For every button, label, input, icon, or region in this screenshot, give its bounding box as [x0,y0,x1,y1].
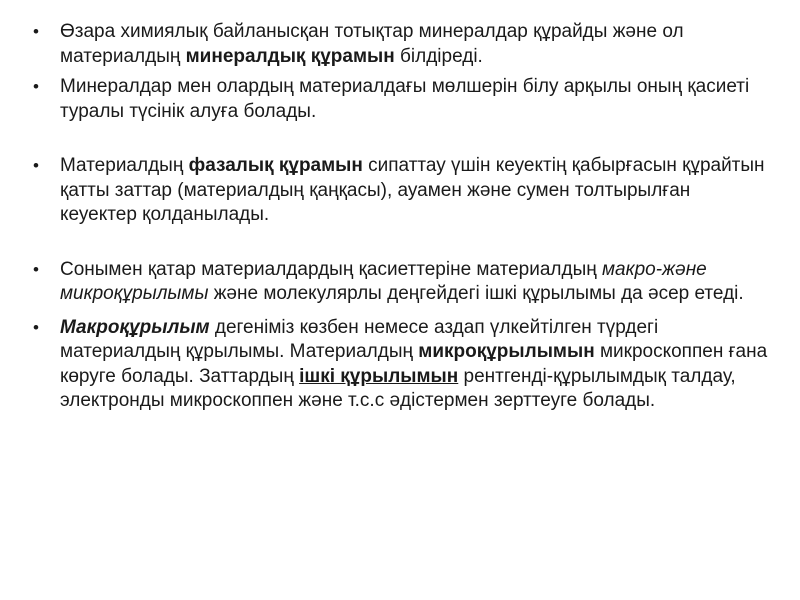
text: дегеніміз көзбен немесе аздап үлкейтілген түрдегі материалдың құрылымы. Материалдың [60,316,659,362]
text: және молекулярлы деңгейдегі ішкі құрылымы да әсер етеді. [208,283,744,304]
bullet-macro-micro-structure [33,258,770,307]
text: Минералдар мен олардың материалдағы мөлшерін білу арқылы оның қасиеті туралы түсінік алуға болады. [60,76,750,122]
bullet-macrostructure-definition [33,316,770,414]
bullet-mineral-quantity [33,75,770,124]
bullet-phase-composition [33,154,770,228]
text: Материалдың [60,155,189,176]
term-macrostructure: Макроқұрылым [60,316,210,338]
text: білдіреді. [394,45,483,67]
text: сипаттау үшін кеуектің қабырғасын құрайтын қатты заттар (материалдың қаңқасы), ауамен және сумен толтырылған кеуектер қолданылады. [60,155,765,225]
text: Өзара химиялық байланысқан тотықтар минералдар құрайды және ол материалдың [60,21,684,67]
term-microstructure: микроқұрылымын [418,341,595,362]
text: Сонымен қатар материалдардың қасиеттеріне материалдың [60,258,603,280]
term-macro-micro: макро-және микроқұрылымы [60,258,707,304]
text: микроскоппен ғана көруге болады. Заттардың [60,341,768,387]
bullet-mineral-composition [33,20,770,69]
text: рентгенді-құрылымдық талдау, электронды микроскоппен және т.с.с әдістермен зерттеуге болады. [60,365,736,411]
term-internal-structure: ішкі құрылымын [299,365,459,387]
term-mineral-composition: минералдық құрамын [185,45,395,67]
bullet-list [33,20,770,414]
term-phase-composition: фазалық құрамын [188,155,363,176]
